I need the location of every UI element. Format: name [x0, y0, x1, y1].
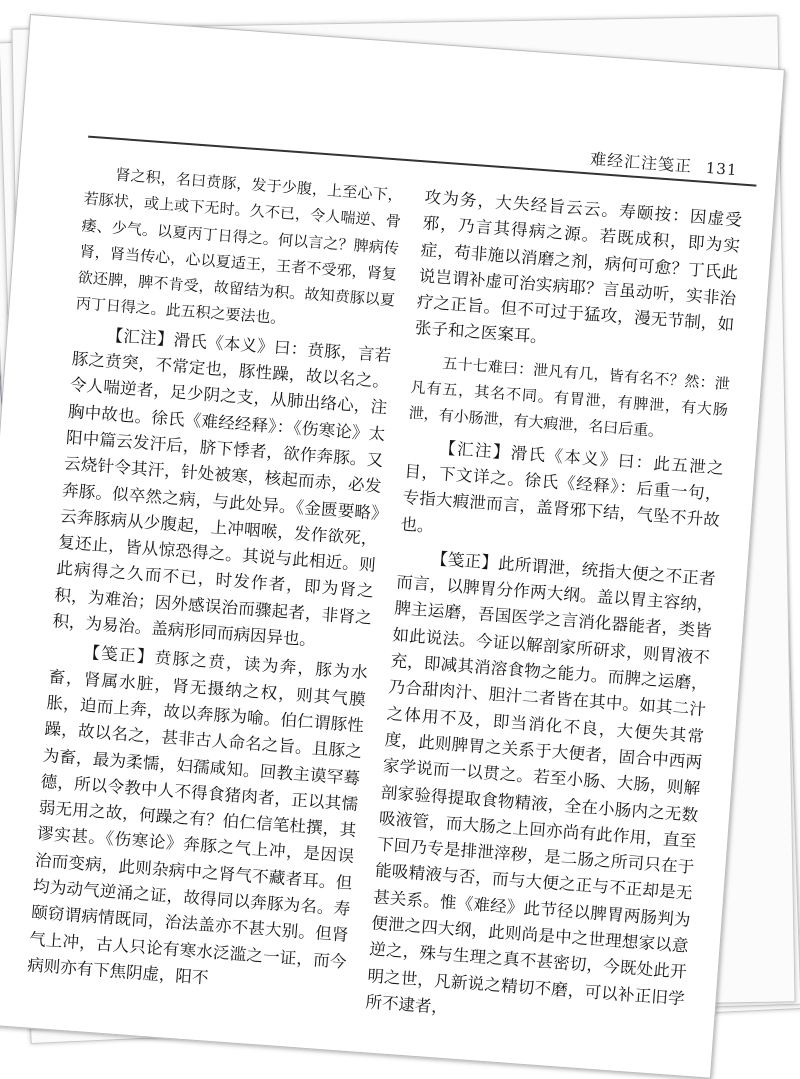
classic-text-paragraph: 肾之积，名曰贲豚，发于少腹，上至心下，若豚状，或上或下无时。久不已，令人喘逆、骨痿、少气。以夏丙丁日得之。何以言之？脾病传肾，肾当传心，心以夏适王，王者不受邪，肾复欲还脾，脾不肯受，故留结为积。故知贲豚以夏丙丁日得之。此五积之要法也。	[75, 165, 404, 328]
header-text	[589, 146, 738, 180]
continued-paragraph: 攻为务，大失经旨云云。寿颐按：因虚受邪，乃言其得病之源。若既成积，即为实症，苟非施以消磨之剂，病何可愈？丁氏此说岂谓补虚可治实病耶？言虽动听，实非治疗之正旨。但不可过于猛攻，漫无节制，如张子和之医案耳。	[414, 187, 743, 348]
commentary-paragraph: 【汇注】滑氏《本义》曰：贲豚，言若豚之贲突，不常定也，豚性躁，故以名之。令人喘逆者，足少阴之支，从肺出络心，注胸中故也。徐氏《难经经释》：《伤寒论》太阳中篇云发汗后，脐下悸者，欲作奔豚。又云烧针令其汗，针处被寒，核起而赤，必发奔豚。似卒然之病，与此处异。《金匮要略》云奔豚病从少腹起，上冲咽喉，发作欲死，复还止，皆从惊恐得之。其说与此相近。则此病得之久而不已，时发作者，即为肾之积，为难治；因外感误治而骤起者，非肾之积，为易治。盖病形同而病因异也。	[51, 325, 392, 650]
annotation-paragraph: 【笺正】贲豚之贲，读为奔，豚为水畜，肾属水脏，肾无摄纳之权，则其气膜胀，迫而上奔，故以奔豚为喻。伯仁谓豚性躁，故以名之，甚非古人命名之旨。且豚之为畜，最为柔懦，妇孺咸知。回教主谟罕蓦德，所以令教中人不得食猪肉者，正以其懦弱无用之故，何躁之有？伯仁信笔杜撰，其谬实甚。《伤寒论》奔豚之气上冲，是因误治而变病，此则杂病中之肾气不藏者耳。但均为动气逆涌之证，故得同以奔豚为名。寿颐窃谓病情既同，治法盖亦不甚大别。但肾气上冲，古人只论有寒水泛滥之一证，而今病则亦有下焦阴虚，阳不	[26, 642, 369, 988]
right-column	[365, 184, 743, 1038]
commentary-paragraph: 【汇注】滑氏《本义》曰：此五泄之目，下文详之。徐氏《经释》：后重一句，专指大瘕泄而言，盖肾邪下结，气坠不升故也。	[399, 437, 725, 536]
left-column	[26, 160, 403, 1002]
book-title: 难经汇注笺正	[589, 149, 693, 176]
book-page	[0, 14, 785, 1079]
annotation-paragraph: 【笺正】此所谓泄，统指大便之不正者而言，以脾胃分作两大纲。盖以胃主容纳，脾主运磨，吾国医学之言消化器能者，类皆如此说法。今证以解剖家所研求，则胃液不充，即减其消溶食物之能力。而脾之运磨，乃合甜肉汁、胆汁二者皆在其中。如其二汁之体用不及，即当消化不良，大便失其常度，此则脾胃之关系于大便者，固合中西两家学说而一以贯之。若至小肠、大肠，则解剖家验得提取食物精液，全在小肠内之无数吸液管，而大肠之上回亦尚有此作用，直至下回乃专是排泄滓秽，是二肠之所司只在于能吸精液与否，而与大便之正与不正却是无甚关系。惟《难经》此节径以脾胃两肠判为便泄之四大纲，此则尚是中之世理想家以意逆之，殊与生理之真不甚密切，今既处此开明之世，凡新说之精切不磨，可以补正旧学所不逮者，	[364, 548, 717, 1018]
classic-text-paragraph: 五十七难曰：泄凡有几，皆有名不？然：泄凡有五，其名不同。有胃泄，有脾泄，有大肠泄，有小肠泄，有大瘕泄，名曰后重。	[408, 353, 731, 441]
page-number: 131	[705, 158, 739, 180]
